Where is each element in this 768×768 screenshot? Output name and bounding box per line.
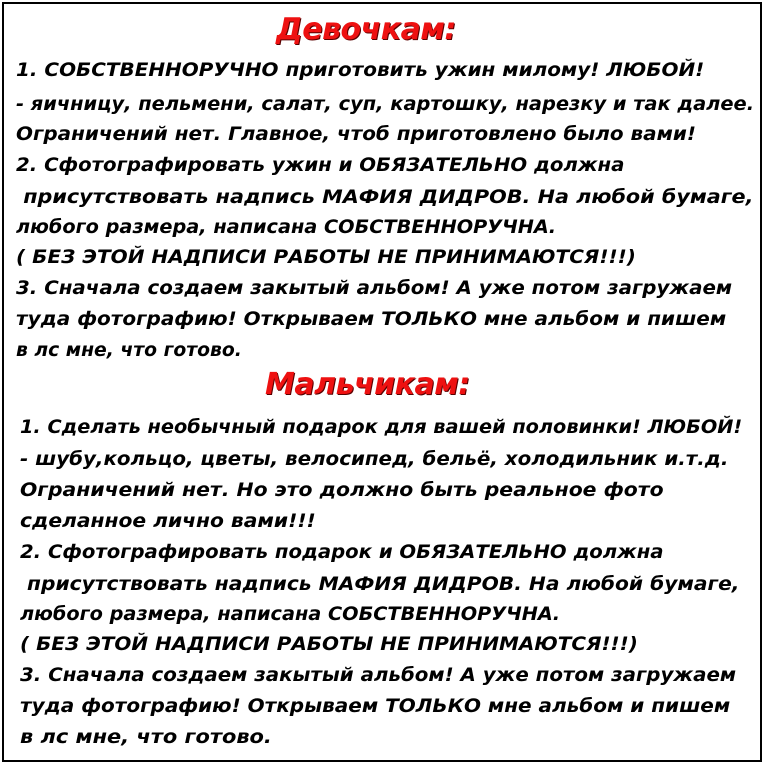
rules-frame — [2, 2, 762, 762]
boys-line-9: 3. Сначала создаем закытый альбом! А уже потом загружаем — [20, 664, 737, 686]
girls-line-10: в лс мне, что готово. — [16, 339, 242, 361]
boys-line-4: сделанное лично вами!!! — [20, 510, 316, 532]
girls-line-2: - яичницу, пельмени, салат, суп, картошку, нарезку и так далее. — [16, 93, 755, 115]
boys-line-5: 2. Сфотографировать подарок и ОБЯЗАТЕЛЬНО должна — [20, 541, 664, 563]
boys-heading: Мальчикам: — [265, 367, 470, 402]
girls-line-5: присутствовать надпись МАФИЯ ДИДРОВ. На любой бумаге, — [16, 186, 754, 208]
girls-heading: Девочкам: — [276, 12, 456, 47]
boys-line-10: туда фотографию! Открываем ТОЛЬКО мне альбом и пишем — [20, 695, 731, 717]
girls-line-7: ( БЕЗ ЭТОЙ НАДПИСИ РАБОТЫ НЕ ПРИНИМАЮТСЯ!!!) — [16, 246, 636, 268]
boys-line-2: - шубу,кольцо, цветы, велосипед, бельё, холодильник и.т.д. — [20, 448, 729, 470]
boys-line-8: ( БЕЗ ЭТОЙ НАДПИСИ РАБОТЫ НЕ ПРИНИМАЮТСЯ!!!) — [20, 633, 638, 655]
boys-line-3: Ограничений нет. Но это должно быть реальное фото — [20, 479, 664, 501]
girls-line-4: 2. Сфотографировать ужин и ОБЯЗАТЕЛЬНО должна — [16, 154, 625, 176]
boys-line-7: любого размера, написана СОБСТВЕННОРУЧНА. — [20, 603, 561, 625]
girls-line-8: 3. Сначала создаем закытый альбом! А уже потом загружаем — [16, 277, 733, 299]
boys-line-11: в лс мне, что готово. — [20, 726, 272, 748]
boys-line-1: 1. Сделать необычный подарок для вашей половинки! ЛЮБОЙ! — [20, 416, 743, 438]
boys-line-6: присутствовать надпись МАФИЯ ДИДРОВ. На любой бумаге, — [20, 573, 740, 595]
girls-line-6: любого размера, написана СОБСТВЕННОРУЧНА. — [16, 216, 557, 238]
girls-line-1: 1. СОБСТВЕННОРУЧНО приготовить ужин милому! ЛЮБОЙ! — [16, 59, 705, 81]
girls-line-3: Ограничений нет. Главное, чтоб приготовлено было вами! — [16, 123, 696, 145]
girls-line-9: туда фотографию! Открываем ТОЛЬКО мне альбом и пишем — [16, 308, 727, 330]
